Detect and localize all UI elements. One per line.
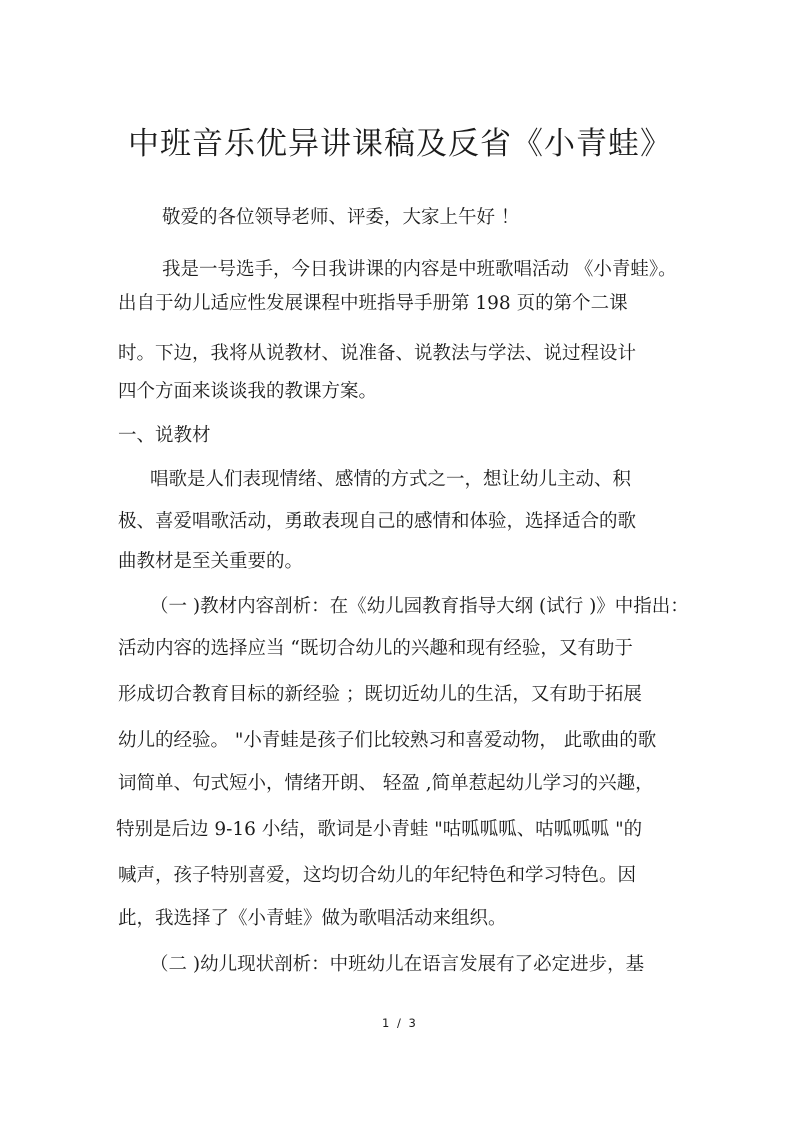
body-line: 词简单、句式短小，情绪开朗、 轻盈 ,简单惹起幼儿学习的兴趣， bbox=[118, 773, 654, 794]
body-line: 我是一号选手，今日我讲课的内容是中班歌唱活动 《小青蛙》。 bbox=[162, 259, 677, 280]
document-title: 中班音乐优异讲课稿及反省《小青蛙》 bbox=[128, 126, 672, 162]
body-line: 时。下边，我将从说教材、说准备、说教法与学法、说过程设计 bbox=[118, 343, 637, 364]
body-line: 形成切合教育目标的新经验 ；既切近幼儿的生活，又有助于拓展 bbox=[118, 684, 642, 705]
section-heading: 一、说教材 bbox=[118, 425, 211, 446]
body-line: 出自于幼儿适应性发展课程中班指导手册第 198 页的第个二课 bbox=[118, 293, 628, 314]
body-line: 极、喜爱唱歌活动，勇敢表现自己的感情和体验，选择适合的歌 bbox=[118, 511, 637, 532]
body-line: （二 )幼儿现状剖析：中班幼儿在语言发展有了必定进步，基 bbox=[150, 954, 645, 975]
body-line: （一 )教材内容剖析：在《幼儿园教育指导大纲 (试行 )》中指出： bbox=[150, 596, 689, 617]
body-line: 四个方面来谈谈我的教课方案。 bbox=[118, 381, 378, 402]
page-indicator: 1 / 3 bbox=[382, 1016, 418, 1030]
body-line: 特别是后边 9-16 小结，歌词是小青蛙 "咕呱呱呱、咕呱呱呱 "的 bbox=[116, 819, 643, 840]
body-line: 敬爱的各位领导老师、评委，大家上午好 ！ bbox=[162, 207, 520, 228]
body-line: 曲教材是至关重要的。 bbox=[118, 551, 304, 572]
body-line: 活动内容的选择应当 “既切合幼儿的兴趣和现有经验，又有助于 bbox=[118, 638, 633, 659]
body-line: 喊声，孩子特别喜爱，这均切合幼儿的年纪特色和学习特色。因 bbox=[118, 865, 637, 886]
body-line: 唱歌是人们表现情绪、感情的方式之一，想让幼儿主动、积 bbox=[150, 469, 632, 490]
body-line: 幼儿的经验。 "小青蛙是孩子们比较熟习和喜爱动物， 此歌曲的歌 bbox=[118, 730, 657, 751]
body-line: 此，我选择了《小青蛙》做为歌唱活动来组织。 bbox=[118, 908, 507, 929]
